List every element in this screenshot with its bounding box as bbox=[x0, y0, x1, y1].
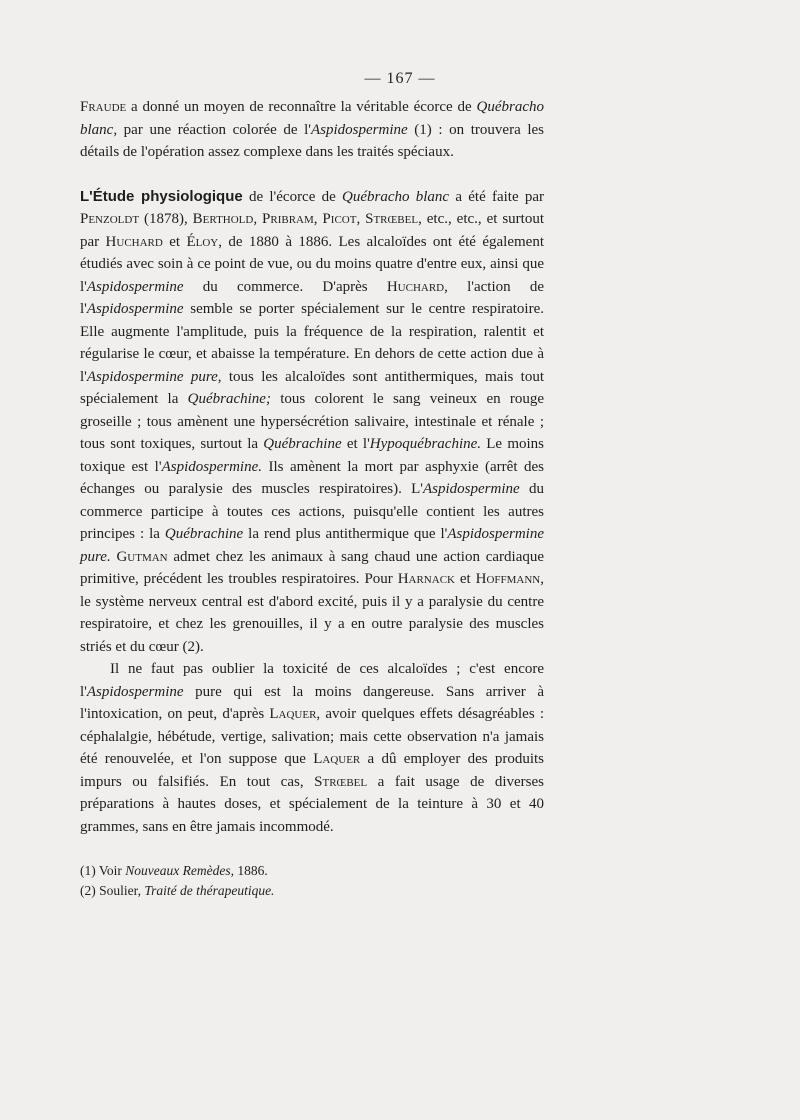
author-name: Gutman bbox=[116, 548, 168, 565]
italic-term: Aspidospermine. bbox=[161, 458, 262, 475]
text-run: de 1880 à 1886. Les alcaloïdes ont été également étudiés avec soin à ce point de vue, ou du moins quatre d'entre eux, ainsi que l' bbox=[80, 233, 544, 295]
author-name: Éloy, bbox=[186, 233, 222, 250]
author-name: Berthold, Pribram, Picot, Strœbel, bbox=[192, 211, 422, 227]
paragraph-etude-physiologique bbox=[80, 186, 544, 659]
text-run: (1878), bbox=[139, 211, 193, 227]
italic-term: Québrachine bbox=[164, 526, 244, 542]
footnote-text: 1886. bbox=[233, 863, 268, 878]
page-number: — 167 — bbox=[364, 70, 436, 87]
text-run: etc., etc., et surtout par bbox=[80, 211, 544, 250]
italic-term: Québracho blanc bbox=[342, 188, 450, 205]
paragraph-fraude bbox=[80, 96, 544, 164]
text-run: Le moins toxique est l' bbox=[80, 436, 544, 475]
italic-term: Aspidospermine bbox=[86, 278, 184, 295]
text-run: l'action de l' bbox=[80, 278, 544, 317]
text-run: a fait usage de diverses préparations à hautes doses, et spécialement de la teinture à 30 et 40 grammes, sans en être jamais incommodé. bbox=[80, 773, 544, 835]
italic-term: Aspidospermine bbox=[86, 301, 184, 317]
footnote-2 bbox=[80, 881, 544, 901]
author-name: Huchard bbox=[105, 233, 163, 250]
text-run: tous les alcaloïdes sont antithermiques, mais tout spécialement la bbox=[80, 368, 544, 407]
italic-term: Hypoquébrachine. bbox=[369, 436, 482, 452]
footnote-title: Traité de thérapeutique. bbox=[144, 883, 275, 898]
text-run: a dû employer des produits impurs ou falsifiés. En tout cas, bbox=[80, 751, 544, 790]
footnotes bbox=[80, 861, 544, 901]
body-text bbox=[80, 96, 544, 838]
footnote-1 bbox=[80, 861, 544, 881]
text-run: du commerce participe à toutes ces actions, puisqu'elle contient les autres principes : la bbox=[80, 481, 544, 542]
author-name: Penzoldt bbox=[80, 211, 140, 227]
text-run: (1) : on trouvera les détails de l'opération assez complexe dans les traités spéciaux. bbox=[80, 121, 544, 160]
text-run: du commerce. D'après bbox=[183, 278, 387, 295]
author-name: Laquer, bbox=[269, 706, 321, 722]
italic-term: Québrachine; bbox=[187, 391, 271, 407]
text-run: par une réaction colorée de l' bbox=[117, 121, 311, 138]
footnote-text: (2) Soulier, bbox=[80, 883, 145, 898]
text-run: de l'écorce de bbox=[242, 188, 343, 205]
author-name: Laquer bbox=[313, 751, 361, 767]
author-name: Fraude bbox=[80, 99, 127, 115]
text-run: a été faite par bbox=[449, 188, 545, 205]
text-run: Ils amènent la mort par asphyxie (arrêt des échanges ou paralysie des muscles respiratoires). L' bbox=[80, 458, 544, 497]
section-heading: L'Étude physiologique bbox=[80, 187, 243, 205]
text-run: la rend plus antithermique que l' bbox=[243, 526, 448, 542]
author-name: Strœbel bbox=[314, 773, 368, 790]
footnote-title: Nouveaux Remèdes, bbox=[125, 863, 234, 878]
text-run: et bbox=[162, 233, 187, 250]
text-run: tous colorent le sang veineux en rouge groseille ; tous amènent une hypersécrétion salivaire, intestinale et rénale ; tous sont toxiques, surtout la bbox=[80, 391, 545, 452]
italic-term: Aspidospermine bbox=[423, 481, 520, 497]
italic-term: Aspidospermine pure. bbox=[80, 526, 544, 565]
text-run: avoir quelques effets désagréables : céphalalgie, hébétude, vertige, salivation; mais cette observation n'a jamais été renouvelée, et l'on suppose que bbox=[80, 706, 544, 767]
italic-term: Aspidospermine bbox=[86, 683, 184, 700]
text-run: semble se porter spécialement sur le centre respiratoire. Elle augmente l'amplitude, puis la fréquence de la respiration, ralentit et régularise le cœur, et abaisse la température. En dehors de cette action due à l' bbox=[80, 301, 544, 385]
text-run: Il ne faut pas oublier la toxicité de ces alcaloïdes ; c'est encore l' bbox=[80, 661, 544, 700]
text-run: et l' bbox=[341, 436, 370, 452]
text-run: pure qui est la moins dangereuse. Sans arriver à l'intoxication, on peut, d'après bbox=[80, 683, 544, 722]
italic-term: Québrachine bbox=[263, 436, 342, 452]
italic-term: Aspidospermine pure, bbox=[86, 368, 222, 385]
italic-term: Aspidospermine bbox=[311, 121, 408, 138]
author-name: Huchard, bbox=[386, 278, 448, 295]
text-run: admet chez les animaux à sang chaud une action cardiaque primitive, précédent les troubles respiratoires. Pour bbox=[80, 548, 545, 587]
author-name: Harnack bbox=[397, 571, 455, 587]
italic-term: Québracho blanc, bbox=[80, 99, 544, 138]
text-run: le système nerveux central est d'abord excité, puis il y a paralysie du centre respiratoire, et chez les grenouilles, il y a en outre paralysie des muscles striés et du cœur (2). bbox=[80, 593, 544, 655]
text-run: et bbox=[454, 571, 476, 587]
author-name: Hoffmann, bbox=[475, 571, 544, 587]
footnote-text: (1) Voir bbox=[80, 863, 126, 878]
text-run: a donné un moyen de reconnaître la véritable écorce de bbox=[126, 99, 477, 115]
paragraph-toxicite bbox=[80, 658, 544, 838]
